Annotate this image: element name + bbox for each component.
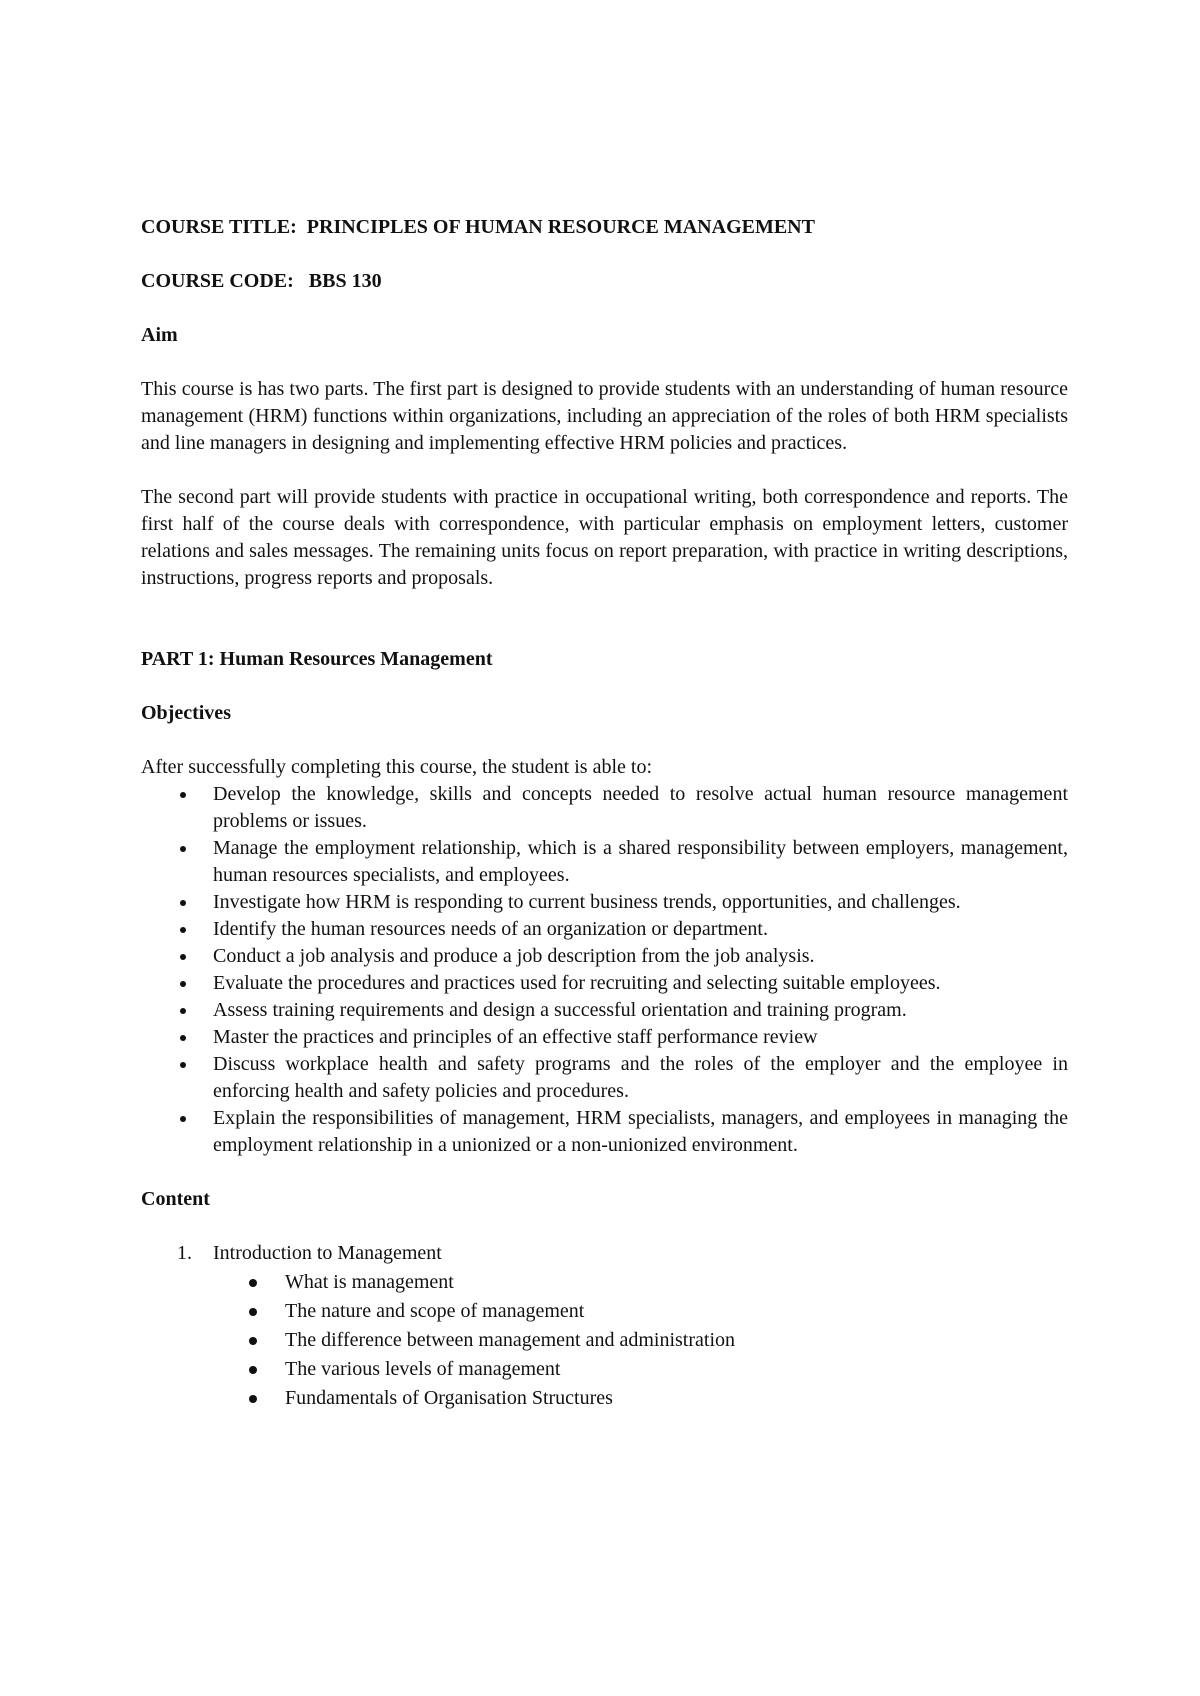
bullet-icon bbox=[180, 1062, 186, 1068]
bullet-icon bbox=[180, 900, 186, 906]
bullet-icon bbox=[180, 792, 186, 798]
list-item bbox=[213, 1268, 1068, 1297]
course-title-line bbox=[141, 214, 1068, 241]
section-sublist bbox=[213, 1268, 1068, 1413]
bullet-icon bbox=[180, 1035, 186, 1041]
bullet-icon bbox=[180, 1008, 186, 1014]
bullet-icon bbox=[249, 1279, 257, 1287]
objective-text: Develop the knowledge, skills and concepts needed to resolve actual human resource management problems or issues. bbox=[213, 783, 1068, 832]
list-item bbox=[141, 1051, 1068, 1105]
aim-paragraph-1: This course is has two parts. The first part is designed to provide students with an understanding of human resource management (HRM) functions within organizations, including an appreciation of the roles of both HRM specialists and line managers in designing and implementing effective HRM policies and practices. bbox=[141, 378, 1068, 454]
course-code-label: COURSE CODE: bbox=[141, 270, 294, 292]
subitem-text: The nature and scope of management bbox=[285, 1300, 585, 1322]
list-item bbox=[141, 916, 1068, 943]
objective-text: Explain the responsibilities of management, HRM specialists, managers, and employees in managing the employment relationship in a unionized or a non-unionized environment. bbox=[213, 1107, 1068, 1156]
bullet-icon bbox=[180, 927, 186, 933]
objectives-heading: Objectives bbox=[141, 702, 231, 724]
subitem-text: The difference between management and administration bbox=[285, 1329, 735, 1351]
section-title: Introduction to Management bbox=[213, 1242, 442, 1264]
bullet-icon bbox=[249, 1395, 257, 1403]
course-title-value: PRINCIPLES OF HUMAN RESOURCE MANAGEMENT bbox=[306, 216, 815, 238]
course-code-line bbox=[141, 268, 1068, 295]
bullet-icon bbox=[180, 1116, 186, 1122]
objective-text: Evaluate the procedures and practices used for recruiting and selecting suitable employees. bbox=[213, 972, 941, 994]
bullet-icon bbox=[249, 1366, 257, 1374]
content-heading: Content bbox=[141, 1188, 210, 1210]
bullet-icon bbox=[249, 1308, 257, 1316]
list-item bbox=[141, 1105, 1068, 1159]
subitem-text: What is management bbox=[285, 1271, 454, 1293]
subitem-text: The various levels of management bbox=[285, 1358, 561, 1380]
list-item bbox=[141, 889, 1068, 916]
bullet-icon bbox=[180, 954, 186, 960]
objective-text: Manage the employment relationship, which is a shared responsibility between employers, management, human resources specialists, and employees. bbox=[213, 837, 1068, 886]
content-section bbox=[141, 1240, 1068, 1413]
list-item bbox=[141, 781, 1068, 835]
aim-paragraph-2: The second part will provide students with practice in occupational writing, both correspondence and reports. The first half of the course deals with correspondence, with particular emphasis on employment letters, customer relations and sales messages. The remaining units focus on report preparation, with practice in writing descriptions, instructions, progress reports and proposals. bbox=[141, 486, 1068, 589]
objective-text: Assess training requirements and design a successful orientation and training program. bbox=[213, 999, 907, 1021]
section-number: 1. bbox=[177, 1242, 192, 1264]
document-page bbox=[141, 214, 1068, 1413]
aim-heading: Aim bbox=[141, 324, 178, 346]
objective-text: Investigate how HRM is responding to current business trends, opportunities, and challenges. bbox=[213, 891, 961, 913]
content-list bbox=[141, 1240, 1068, 1413]
bullet-icon bbox=[180, 846, 186, 852]
objectives-list bbox=[141, 781, 1068, 1159]
part1-heading: PART 1: Human Resources Management bbox=[141, 648, 493, 670]
list-item bbox=[213, 1326, 1068, 1355]
course-code-value: BBS 130 bbox=[308, 270, 382, 292]
list-item bbox=[213, 1355, 1068, 1384]
list-item bbox=[141, 835, 1068, 889]
bullet-icon bbox=[180, 981, 186, 987]
objective-text: Discuss workplace health and safety programs and the roles of the employer and the employee in enforcing health and safety policies and procedures. bbox=[213, 1053, 1068, 1102]
list-item bbox=[213, 1384, 1068, 1413]
list-item bbox=[141, 943, 1068, 970]
objective-text: Master the practices and principles of an effective staff performance review bbox=[213, 1026, 818, 1048]
list-item bbox=[141, 997, 1068, 1024]
subitem-text: Fundamentals of Organisation Structures bbox=[285, 1387, 613, 1409]
list-item bbox=[213, 1297, 1068, 1326]
bullet-icon bbox=[249, 1337, 257, 1345]
objective-text: Conduct a job analysis and produce a job description from the job analysis. bbox=[213, 945, 815, 967]
list-item bbox=[141, 970, 1068, 997]
course-title-label: COURSE TITLE: bbox=[141, 216, 297, 238]
objective-text: Identify the human resources needs of an organization or department. bbox=[213, 918, 768, 940]
objectives-intro: After successfully completing this course, the student is able to: bbox=[141, 756, 652, 778]
list-item bbox=[141, 1024, 1068, 1051]
